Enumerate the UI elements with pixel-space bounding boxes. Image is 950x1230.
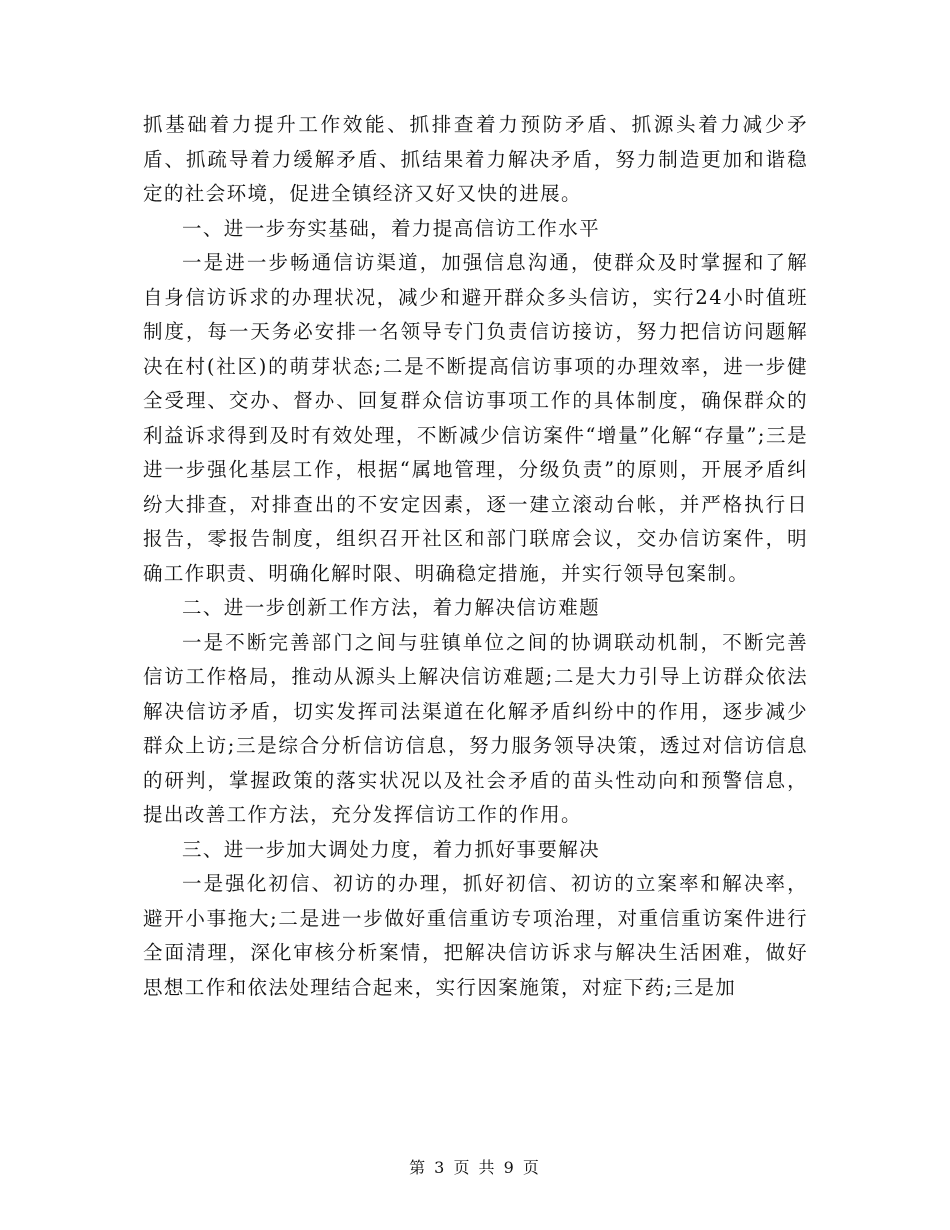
section-heading-2: 二、进一步创新工作方法，着力解决信访难题 — [182, 596, 601, 619]
section-heading-3: 三、进一步加大调处力度，着力抓好事要解决 — [182, 837, 601, 861]
section-heading-1: 一、进一步夯实基础，着力提高信访工作水平 — [182, 216, 601, 240]
page-number-footer: 第 3 页 共 9 页 — [409, 1158, 541, 1177]
paragraph-2: 一是进一步畅通信访渠道，加强信息沟通，使群众及时掌握和了解自身信访诉求的办理状况，减少和避开群众多头信访，实行24小时值班制度，每一天务必安排一名领导专门负责信访接访，努力把信访问题解决在村(社区)的萌芽状态;二是不断提高信访事项的办理效率，进一步健全受理、交办、督办、回复群众信访事项工作的具体制度，确保群众的利益诉求得到及时有效处理，不断减少信访案件“增量”化解“存量”;三是进一步强化基层工作，根据“属地管理，分级负责”的原则，开展矛盾纠纷大排查，对排查出的不安定因素，逐一建立滚动台帐，并严格执行日报告，零报告制度，组织召开社区和部门联席会议，交办信访案件，明确工作职责、明确化解时限、明确稳定措施，并实行领导包案制。 — [143, 251, 808, 585]
paragraph-4: 一是强化初信、初访的办理，抓好初信、初访的立案率和解决率，避开小事拖大;二是进一步做好重信重访专项治理，对重信重访案件进行全面清理，深化审核分析案情，把解决信访诉求与解决生活困难，做好思想工作和依法处理结合起来，实行因案施策，对症下药;三是加 — [143, 872, 808, 999]
document-body — [143, 108, 808, 1005]
paragraph-3: 一是不断完善部门之间与驻镇单位之间的协调联动机制，不断完善信访工作格局，推动从源头上解决信访难题;二是大力引导上访群众依法解决信访矛盾，切实发挥司法渠道在化解矛盾纠纷中的作用，逐步减少群众上访;三是综合分析信访信息，努力服务领导决策，透过对信访信息的研判，掌握政策的落实状况以及社会矛盾的苗头性动向和预警信息，提出改善工作方法，充分发挥信访工作的作用。 — [143, 630, 808, 826]
paragraph-1: 抓基础着力提升工作效能、抓排查着力预防矛盾、抓源头着力减少矛盾、抓疏导着力缓解矛盾、抓结果着力解决矛盾，努力制造更加和谐稳定的社会环境，促进全镇经济又好又快的进展。 — [143, 113, 808, 205]
